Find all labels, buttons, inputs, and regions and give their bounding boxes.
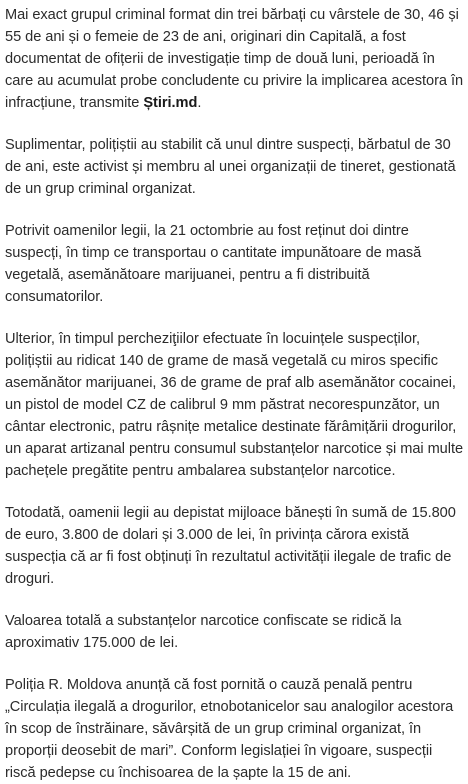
- article-paragraph-7: Poliția R. Moldova anunță că fost pornită o cauză penală pentru „Circulația ilegală a drogurilor, etnobotanicelor sau analogilor acestora în scop de înstrăinare, săvârșită de un grup criminal organizat, în proporții deosebit de mari”. Conform legislației în vigoare, suspecții riscă pedepse cu închisoarea de la șapte la 15 de ani.: [5, 677, 454, 781]
- paragraph-1-end: .: [197, 95, 202, 111]
- article-paragraph-2: Suplimentar, polițiștii au stabilit că unul dintre suspecți, bărbatul de 30 de ani, este activist și membru al unei organizații de tineret, gestionată de un grup criminal organizat.: [5, 137, 456, 197]
- article-paragraph-4: Ulterior, în timpul percheziţiilor efectuate în locuințele suspecților, polițiștii au ridicat 140 de grame de masă vegetală cu miros specific asemănător marijuanei, 36 de grame de praf alb asemănător cocainei, un pistol de model CZ de calibrul 9 mm păstrat necorespunzător, un cântar electronic, patru râșnițe metalice destinate fărâmițării drogurilor, un aparat artizanal pentru consumul substanțelor narcotice și mai multe pachețele pregătite pentru ambalarea substanțelor narcotice.: [5, 331, 464, 479]
- article-paragraph-5: Totodată, oamenii legii au depistat mijloace bănești în sumă de 15.800 de euro, 3.800 de dolari și 3.000 de lei, în privința cărora există suspecția că ar fi fost obținuți în rezultatul activității ilegale de trafic de droguri.: [5, 505, 456, 587]
- source-link[interactable]: Știri.md: [143, 95, 198, 111]
- paragraph-1-text: Mai exact grupul criminal format din trei bărbați cu vârstele de 30, 46 și 55 de ani și o femeie de 23 de ani, originari din Capitală, a fost documentat de ofițerii de investigație timp de două luni, perioadă în care au acumulat probe concludente cu privire la implicarea acestora în infracțiune, transmite: [5, 7, 464, 111]
- article-paragraph-6: Valoarea totală a substanțelor narcotice confiscate se ridică la aproximativ 175.000 de lei.: [5, 613, 402, 651]
- article-paragraph-3: Potrivit oamenilor legii, la 21 octombrie au fost reținut doi dintre suspecți, în timp ce transportau o cantitate impunătoare de masă vegetală, asemănătoare marijuanei, pentru a fi distribuită consumatorilor.: [5, 223, 422, 305]
- article-paragraph-1: [5, 4, 464, 114]
